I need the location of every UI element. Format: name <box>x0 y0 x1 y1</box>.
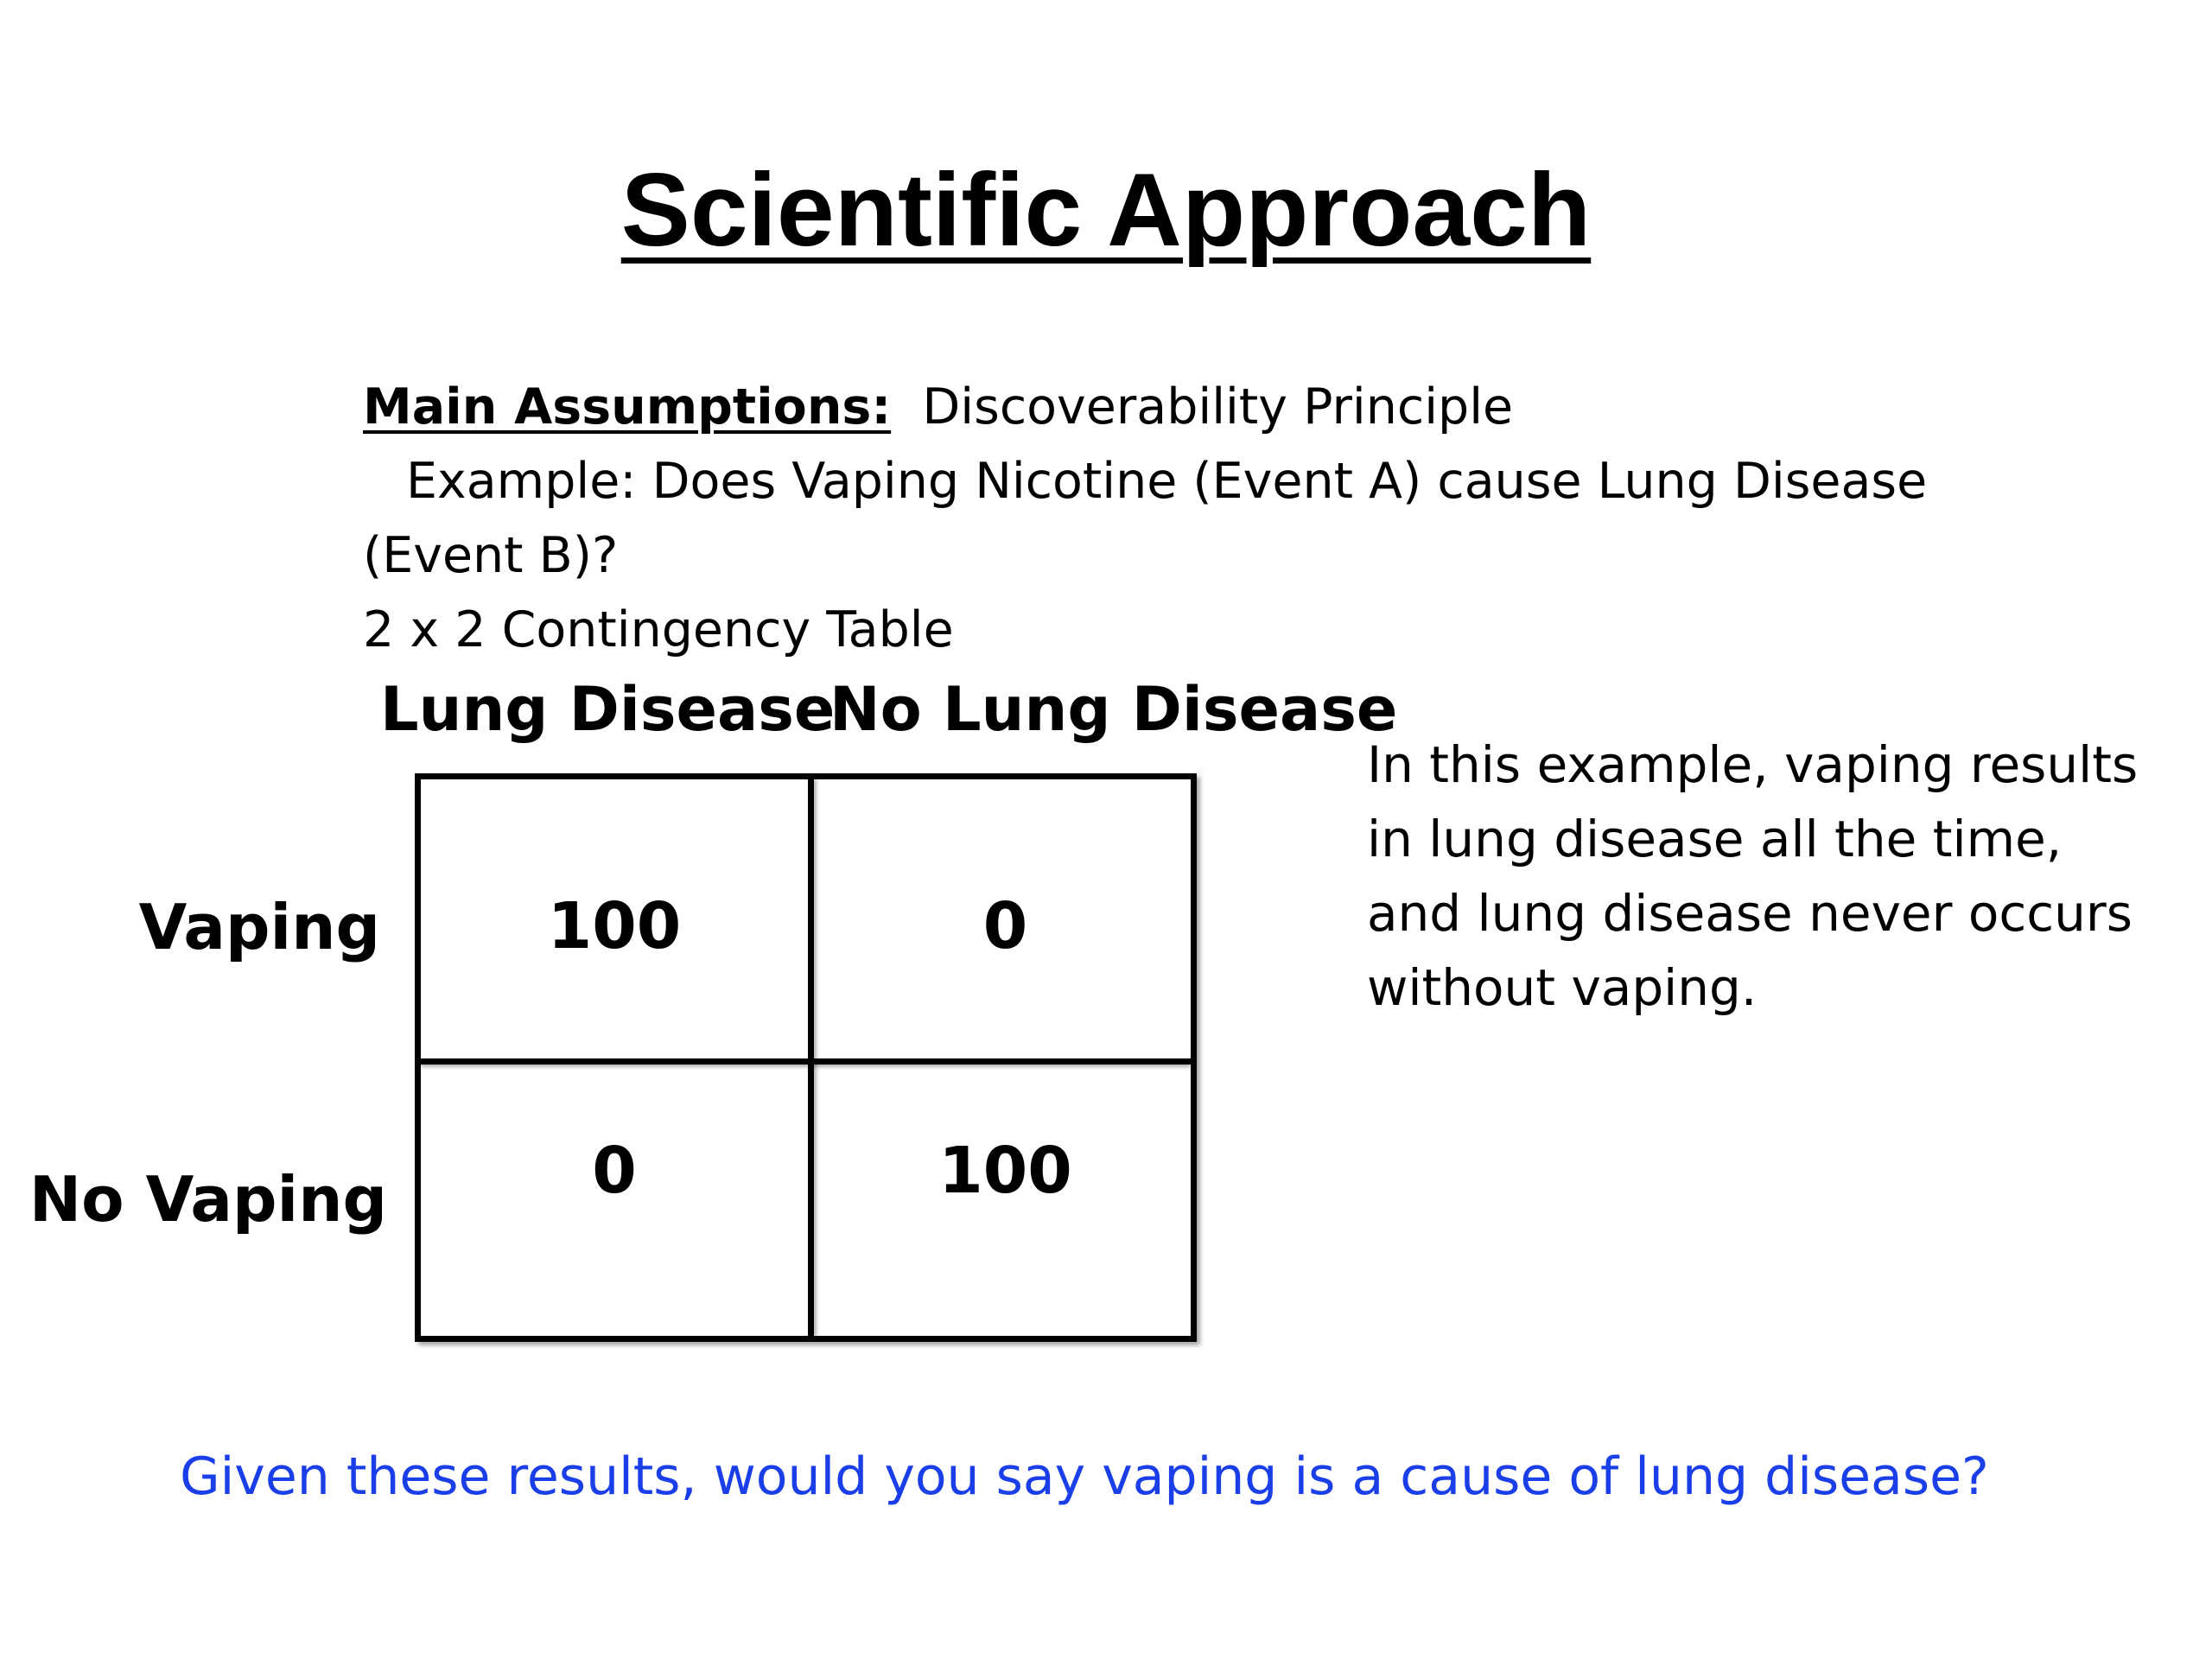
side-note: In this example, vaping results in lung disease all the time, and lung disease never occurs without vaping. <box>1367 735 2139 1017</box>
table-horizontal-divider <box>421 1058 1191 1065</box>
slide-title <box>0 145 2212 275</box>
column-header-lung-disease: Lung Disease <box>380 674 836 745</box>
cell-no-vaping-lung-disease: 0 <box>592 1134 637 1208</box>
table-vertical-divider <box>808 779 814 1336</box>
cell-vaping-lung-disease: 100 <box>547 889 682 963</box>
main-assumptions-label: Main Assumptions: <box>363 378 892 435</box>
main-assumptions-text: Discoverability Principle <box>922 378 1514 435</box>
column-header-no-lung-disease: No Lung Disease <box>830 674 1398 745</box>
table-caption: 2 x 2 Contingency Table <box>363 601 954 658</box>
row-header-no-vaping: No Vaping <box>29 1163 387 1236</box>
contingency-table <box>415 773 1197 1342</box>
cell-vaping-no-lung-disease: 0 <box>982 889 1028 963</box>
main-assumptions-line <box>363 370 1513 444</box>
slide-title-text: Scientific Approach <box>620 152 1592 268</box>
cell-no-vaping-no-lung-disease: 100 <box>938 1134 1072 1208</box>
question-text: Given these results, would you say vaping is a cause of lung disease? <box>180 1446 1989 1507</box>
example-line-2: (Event B)? <box>363 527 619 584</box>
example-line-1: Example: Does Vaping Nicotine (Event A) cause Lung Disease <box>406 453 1928 510</box>
row-header-vaping: Vaping <box>138 891 380 963</box>
